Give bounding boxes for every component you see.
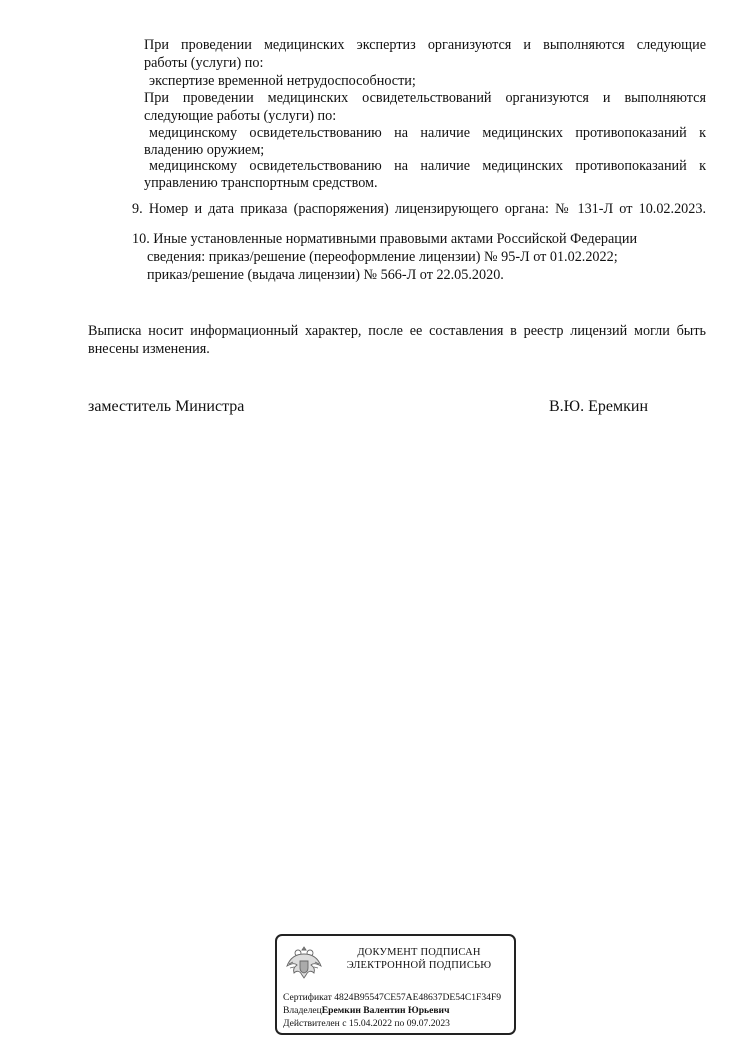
signatory-name: В.Ю. Еремкин [549, 398, 649, 415]
validity-line: Действителен с 15.04.2022 по 09.07.2023 [283, 1018, 450, 1029]
item-9: 9. Номер и дата приказа (распоряжения) лицензирующего органа: № 131-Л от 10.02.2023. [132, 201, 706, 217]
paragraph-line: работы (услуги) по: [144, 55, 264, 71]
stamp-title-line-2: ЭЛЕКТРОННОЙ ПОДПИСЬЮ [346, 960, 492, 971]
paragraph-line: следующие работы (услуги) по: [144, 108, 337, 124]
paragraph-line: экспертизе временной нетрудоспособности; [149, 73, 416, 89]
paragraph-line: При проведении медицинских освидетельствований организуются и выполняются [144, 90, 706, 106]
item-10-line: приказ/решение (выдача лицензии) № 566-Л от 22.05.2020. [147, 267, 504, 283]
electronic-signature-stamp [275, 934, 516, 1035]
paragraph-line: владению оружием; [144, 142, 265, 158]
disclaimer-line: внесены изменения. [88, 341, 210, 357]
item-10-line: 10. Иные установленные нормативными правовыми актами Российской Федерации [132, 231, 638, 247]
paragraph-line: медицинскому освидетельствованию на наличие медицинских противопоказаний к [149, 158, 706, 174]
paragraph-line: управлению транспортным средством. [144, 175, 378, 191]
owner-line [283, 1005, 449, 1017]
signatory-position: заместитель Министра [88, 398, 245, 415]
stamp-title-line-1: ДОКУМЕНТ ПОДПИСАН [357, 947, 481, 958]
disclaimer-line: Выписка носит информационный характер, после ее составления в реестр лицензий могли быть [88, 323, 706, 339]
paragraph-line: медицинскому освидетельствованию на наличие медицинских противопоказаний к [149, 125, 706, 141]
certificate-line [283, 992, 501, 1004]
owner-label: Владелец [283, 1005, 322, 1016]
owner-value: Еремкин Валентин Юрьевич [321, 1005, 450, 1016]
paragraph-line: При проведении медицинских экспертиз организуются и выполняются следующие [144, 37, 706, 53]
certificate-label: Сертификат [283, 992, 332, 1003]
certificate-value: 4824B95547CE57AE48637DE54C1F34F9 [334, 992, 502, 1003]
item-10-line: сведения: приказ/решение (переоформление лицензии) № 95-Л от 01.02.2022; [147, 249, 618, 265]
russian-coat-of-arms-icon [284, 942, 324, 982]
